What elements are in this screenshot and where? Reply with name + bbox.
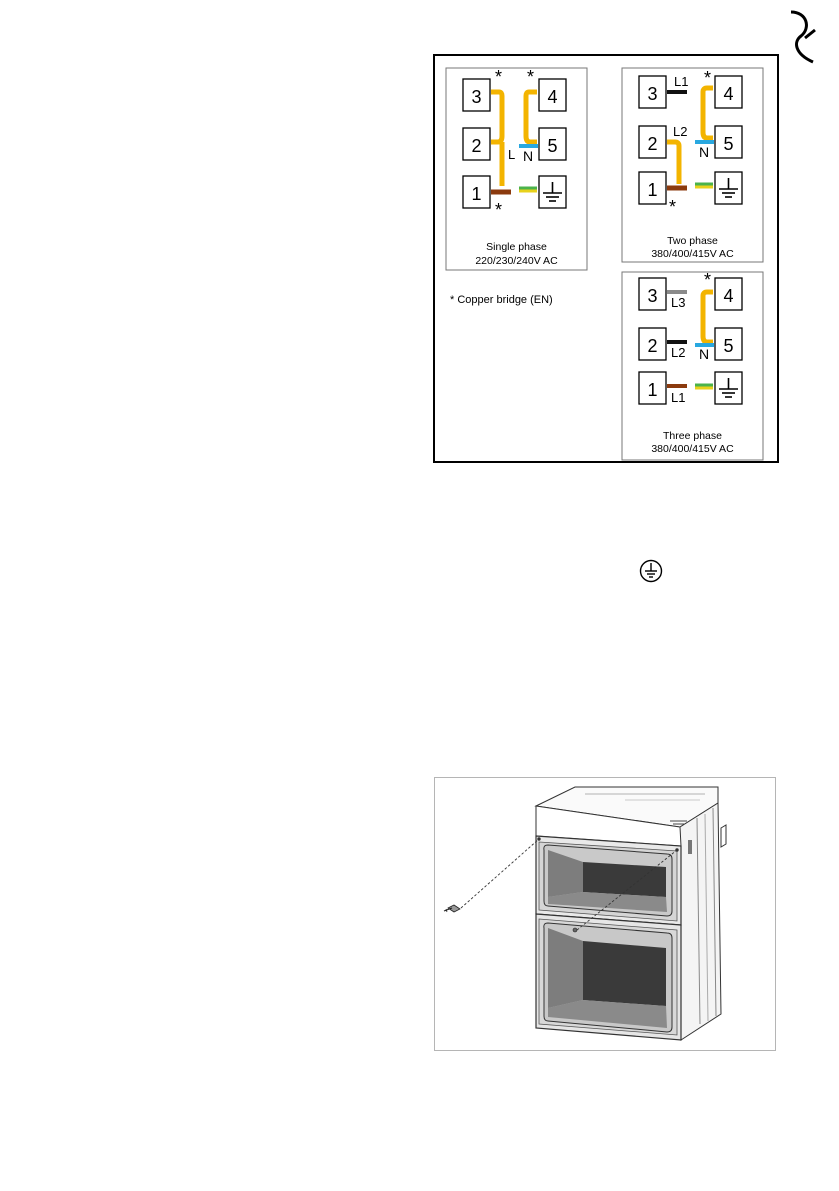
bridge-asterisk: * [495,67,503,87]
bridge-asterisk: * [704,68,712,88]
page-mark-icon [783,8,823,68]
terminal-4: 4 [723,84,734,104]
three-phase-title: Three phase [663,430,722,442]
terminal-1: 1 [647,380,658,400]
bridge-asterisk: * [704,270,712,290]
l3-label: L3 [671,295,686,310]
protective-earth-icon [639,559,663,583]
terminal-4: 4 [547,87,558,107]
terminal-3: 3 [471,87,482,107]
two-phase-title: Two phase [667,235,718,247]
neutral-label: N [699,144,710,160]
terminal-1: 1 [647,180,658,200]
oven-installation-figure [434,777,776,1051]
terminal-2: 2 [471,136,482,156]
live-label: L [508,147,516,162]
terminal-4: 4 [723,286,734,306]
two-phase-voltage: 380/400/415V AC [651,248,734,260]
bridge-asterisk: * [669,197,677,217]
terminal-2: 2 [647,336,658,356]
two-phase-panel [622,68,763,262]
single-phase-panel [446,67,587,270]
terminal-5: 5 [547,136,558,156]
screw-icon [444,905,460,912]
bridge-asterisk: * [495,200,503,220]
single-phase-voltage: 220/230/240V AC [475,255,558,267]
bridge-asterisk: * [527,67,535,87]
single-phase-title: Single phase [486,241,547,253]
l2-label: L2 [671,345,686,360]
terminal-1: 1 [471,184,482,204]
three-phase-panel [622,270,763,460]
l1-label: L1 [671,390,686,405]
terminal-3: 3 [647,84,658,104]
terminal-5: 5 [723,336,734,356]
terminal-5: 5 [723,134,734,154]
l2-label: L2 [673,124,688,139]
double-oven-illustration [435,778,777,1052]
terminal-2: 2 [647,134,658,154]
three-phase-voltage: 380/400/415V AC [651,443,734,455]
neutral-label: N [523,148,534,164]
neutral-label: N [699,346,710,362]
l1-label: L1 [674,74,689,89]
copper-bridge-note: * Copper bridge (EN) [450,294,553,306]
terminal-3: 3 [647,286,658,306]
wiring-diagram [433,54,779,463]
